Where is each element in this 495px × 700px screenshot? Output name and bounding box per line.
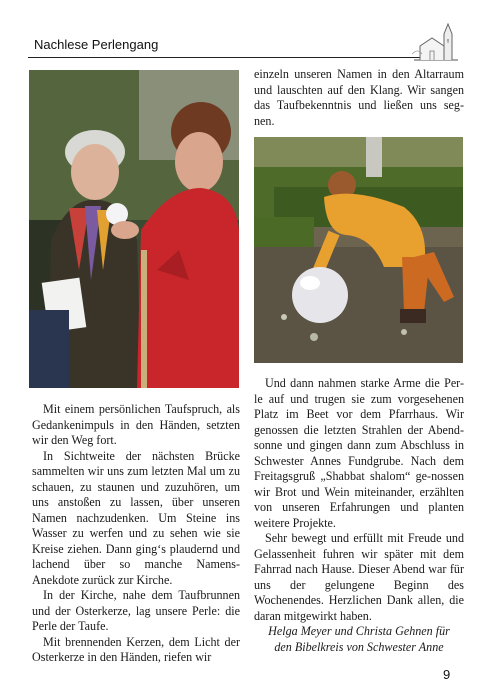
signature-line: den Bibelkreis von Schwester Anne — [274, 639, 444, 654]
page-header-title: Nachlese Perlengang — [34, 37, 159, 52]
header-rule — [28, 57, 422, 58]
page-number: 9 — [443, 667, 451, 682]
paragraph: In Sichtweite der nächsten Brücke sammelten wir uns zum letzten Mal um zu schauen, zu staunen und zuzuhören, um uns anstoßen zu lassen, über unseren Namen nachzudenken. Um Steine ins Wasser zu werfen und zu sehen wie sie Kreise ziehen. Dann ging‘s plaudernd und lachend über so manche Namens-Anekdote zurück zur Kirche. — [32, 448, 240, 587]
column-right-top-text — [254, 67, 464, 129]
paragraph: Mit brennenden Kerzen, dem Licht der Osterkerze in den Händen, riefen wir — [32, 634, 240, 664]
photo-women-with-pearl — [29, 70, 239, 388]
column-left-text — [32, 402, 240, 666]
paragraph: Und dann nahmen starke Arme die Per-le auf und trugen sie zum vorgesehenen Platz im Beet vor dem Pfarrhaus. Wir genossen die letzten Strahlen der Abend-sonne und gingen dann zum Abschluss in Schwester Annes Fundgrube. Nach dem Freitagsgruß „Shabbat shalom“ ge-nossen wir Brot und Wein miteinander, erzählten von unseren Erfahrungen und planten weitere Projekte. — [254, 376, 464, 530]
photo-woman-placing-ball — [254, 137, 463, 363]
paragraph: Sehr bewegt und erfüllt mit Freude und Gelassenheit fuhren wir später mit dem Fahrrad nach Hause. Dieser Abend war für uns der gelungene Beginn des Wochenendes. Herzlichen Dank allen, die daran mitgewirkt haben. — [254, 531, 464, 623]
paragraph: Mit einem persönlichen Taufspruch, als Gedankenimpuls in den Händen, setzten wir den Weg fort. — [32, 402, 240, 447]
signature-line: Helga Meyer und Christa Gehnen für — [268, 624, 450, 638]
paragraph: einzeln unseren Namen in den Altarraum und lauschten auf den Klang. Wir sangen das Taufbekenntnis und ließen uns seg-nen. — [254, 67, 464, 128]
column-right-text — [254, 376, 464, 655]
paragraph: In der Kirche, nahe dem Taufbrunnen und der Osterkerze, lag unsere Perle: die Perle der Taufe. — [32, 588, 240, 633]
church-logo-icon — [410, 20, 462, 64]
